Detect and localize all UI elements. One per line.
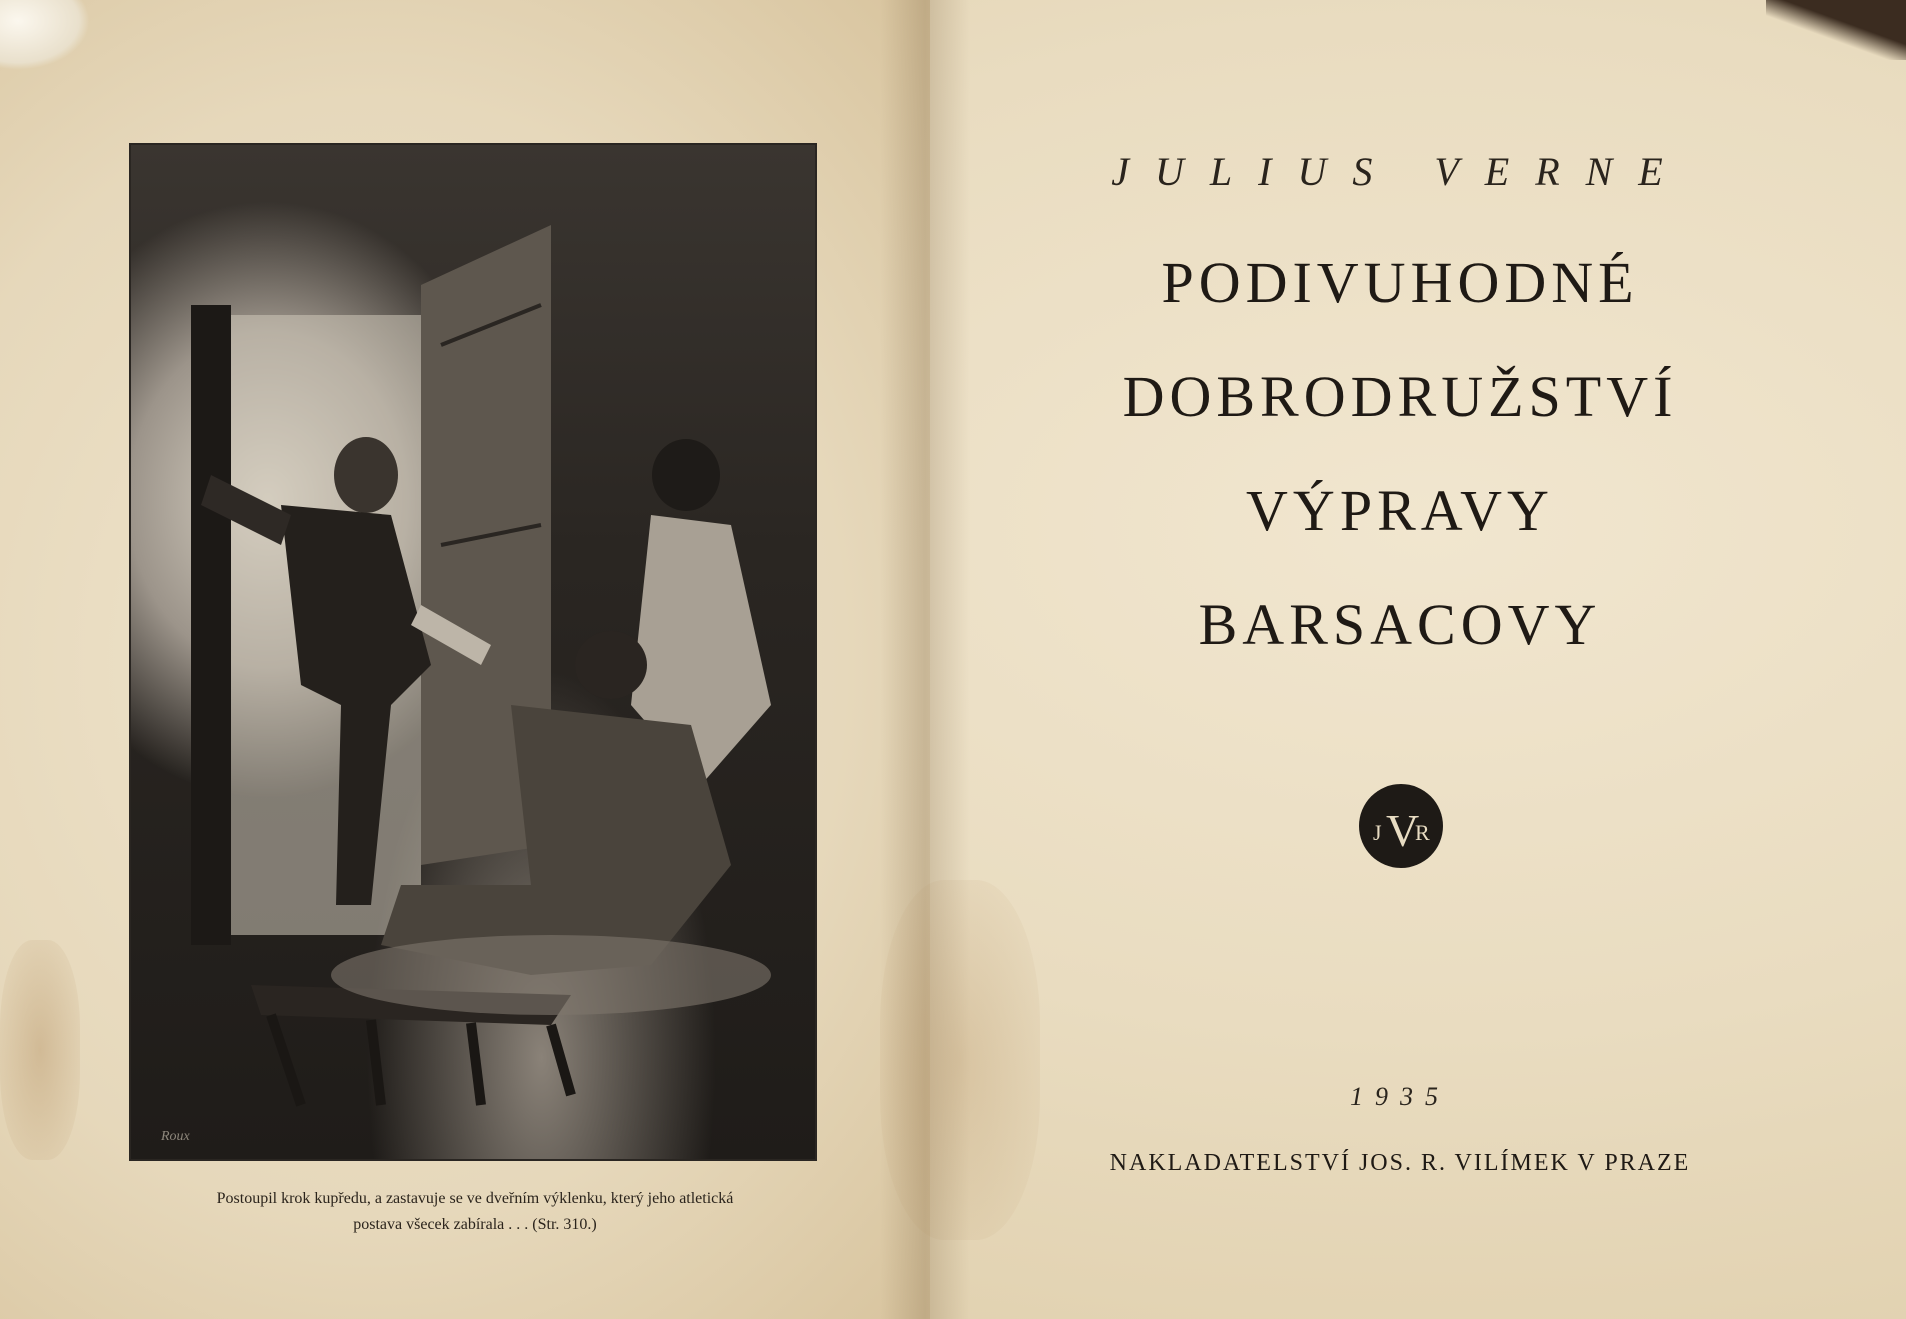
illustration-caption	[140, 1186, 810, 1238]
jvr-monogram	[1359, 784, 1443, 868]
title-line-3: VÝPRAVY	[1246, 478, 1554, 543]
seated-man-head	[575, 631, 647, 699]
woman-head	[652, 439, 720, 511]
svg-text:J: J	[1373, 820, 1382, 845]
door-frame-left	[191, 305, 231, 945]
man-head	[334, 437, 398, 513]
engraving-scene	[131, 145, 815, 1159]
title-line-2: DOBRODRUŽSTVÍ	[1122, 364, 1678, 429]
frontispiece-illustration	[129, 143, 817, 1161]
caption-line-2: postava všecek zabírala . . . (Str. 310.)	[353, 1216, 597, 1233]
water-stain	[880, 880, 1040, 1240]
author-name: JULIUS VERNE	[1111, 149, 1689, 194]
caption-line-1: Postoupil krok kupředu, a zastavuje se ve dveřním výklenku, který jeho atletická	[216, 1190, 734, 1207]
book-title	[1060, 248, 1740, 704]
publisher-logo-icon	[1359, 784, 1443, 868]
publisher-name: NAKLADATELSTVÍ JOS. R. VILÍMEK V PRAZE	[1109, 1150, 1691, 1176]
title-line-4: BARSACOVY	[1198, 592, 1602, 657]
title-line-1: PODIVUHODNÉ	[1161, 250, 1639, 315]
background-corner	[1766, 0, 1906, 60]
svg-text:R: R	[1415, 820, 1430, 845]
publication-year: 1935	[1350, 1082, 1450, 1111]
svg-text:V: V	[1386, 805, 1420, 856]
torn-corner	[0, 0, 90, 70]
artist-signature: Roux	[161, 1129, 190, 1144]
water-stain	[0, 940, 80, 1160]
straw-floor	[331, 935, 771, 1015]
